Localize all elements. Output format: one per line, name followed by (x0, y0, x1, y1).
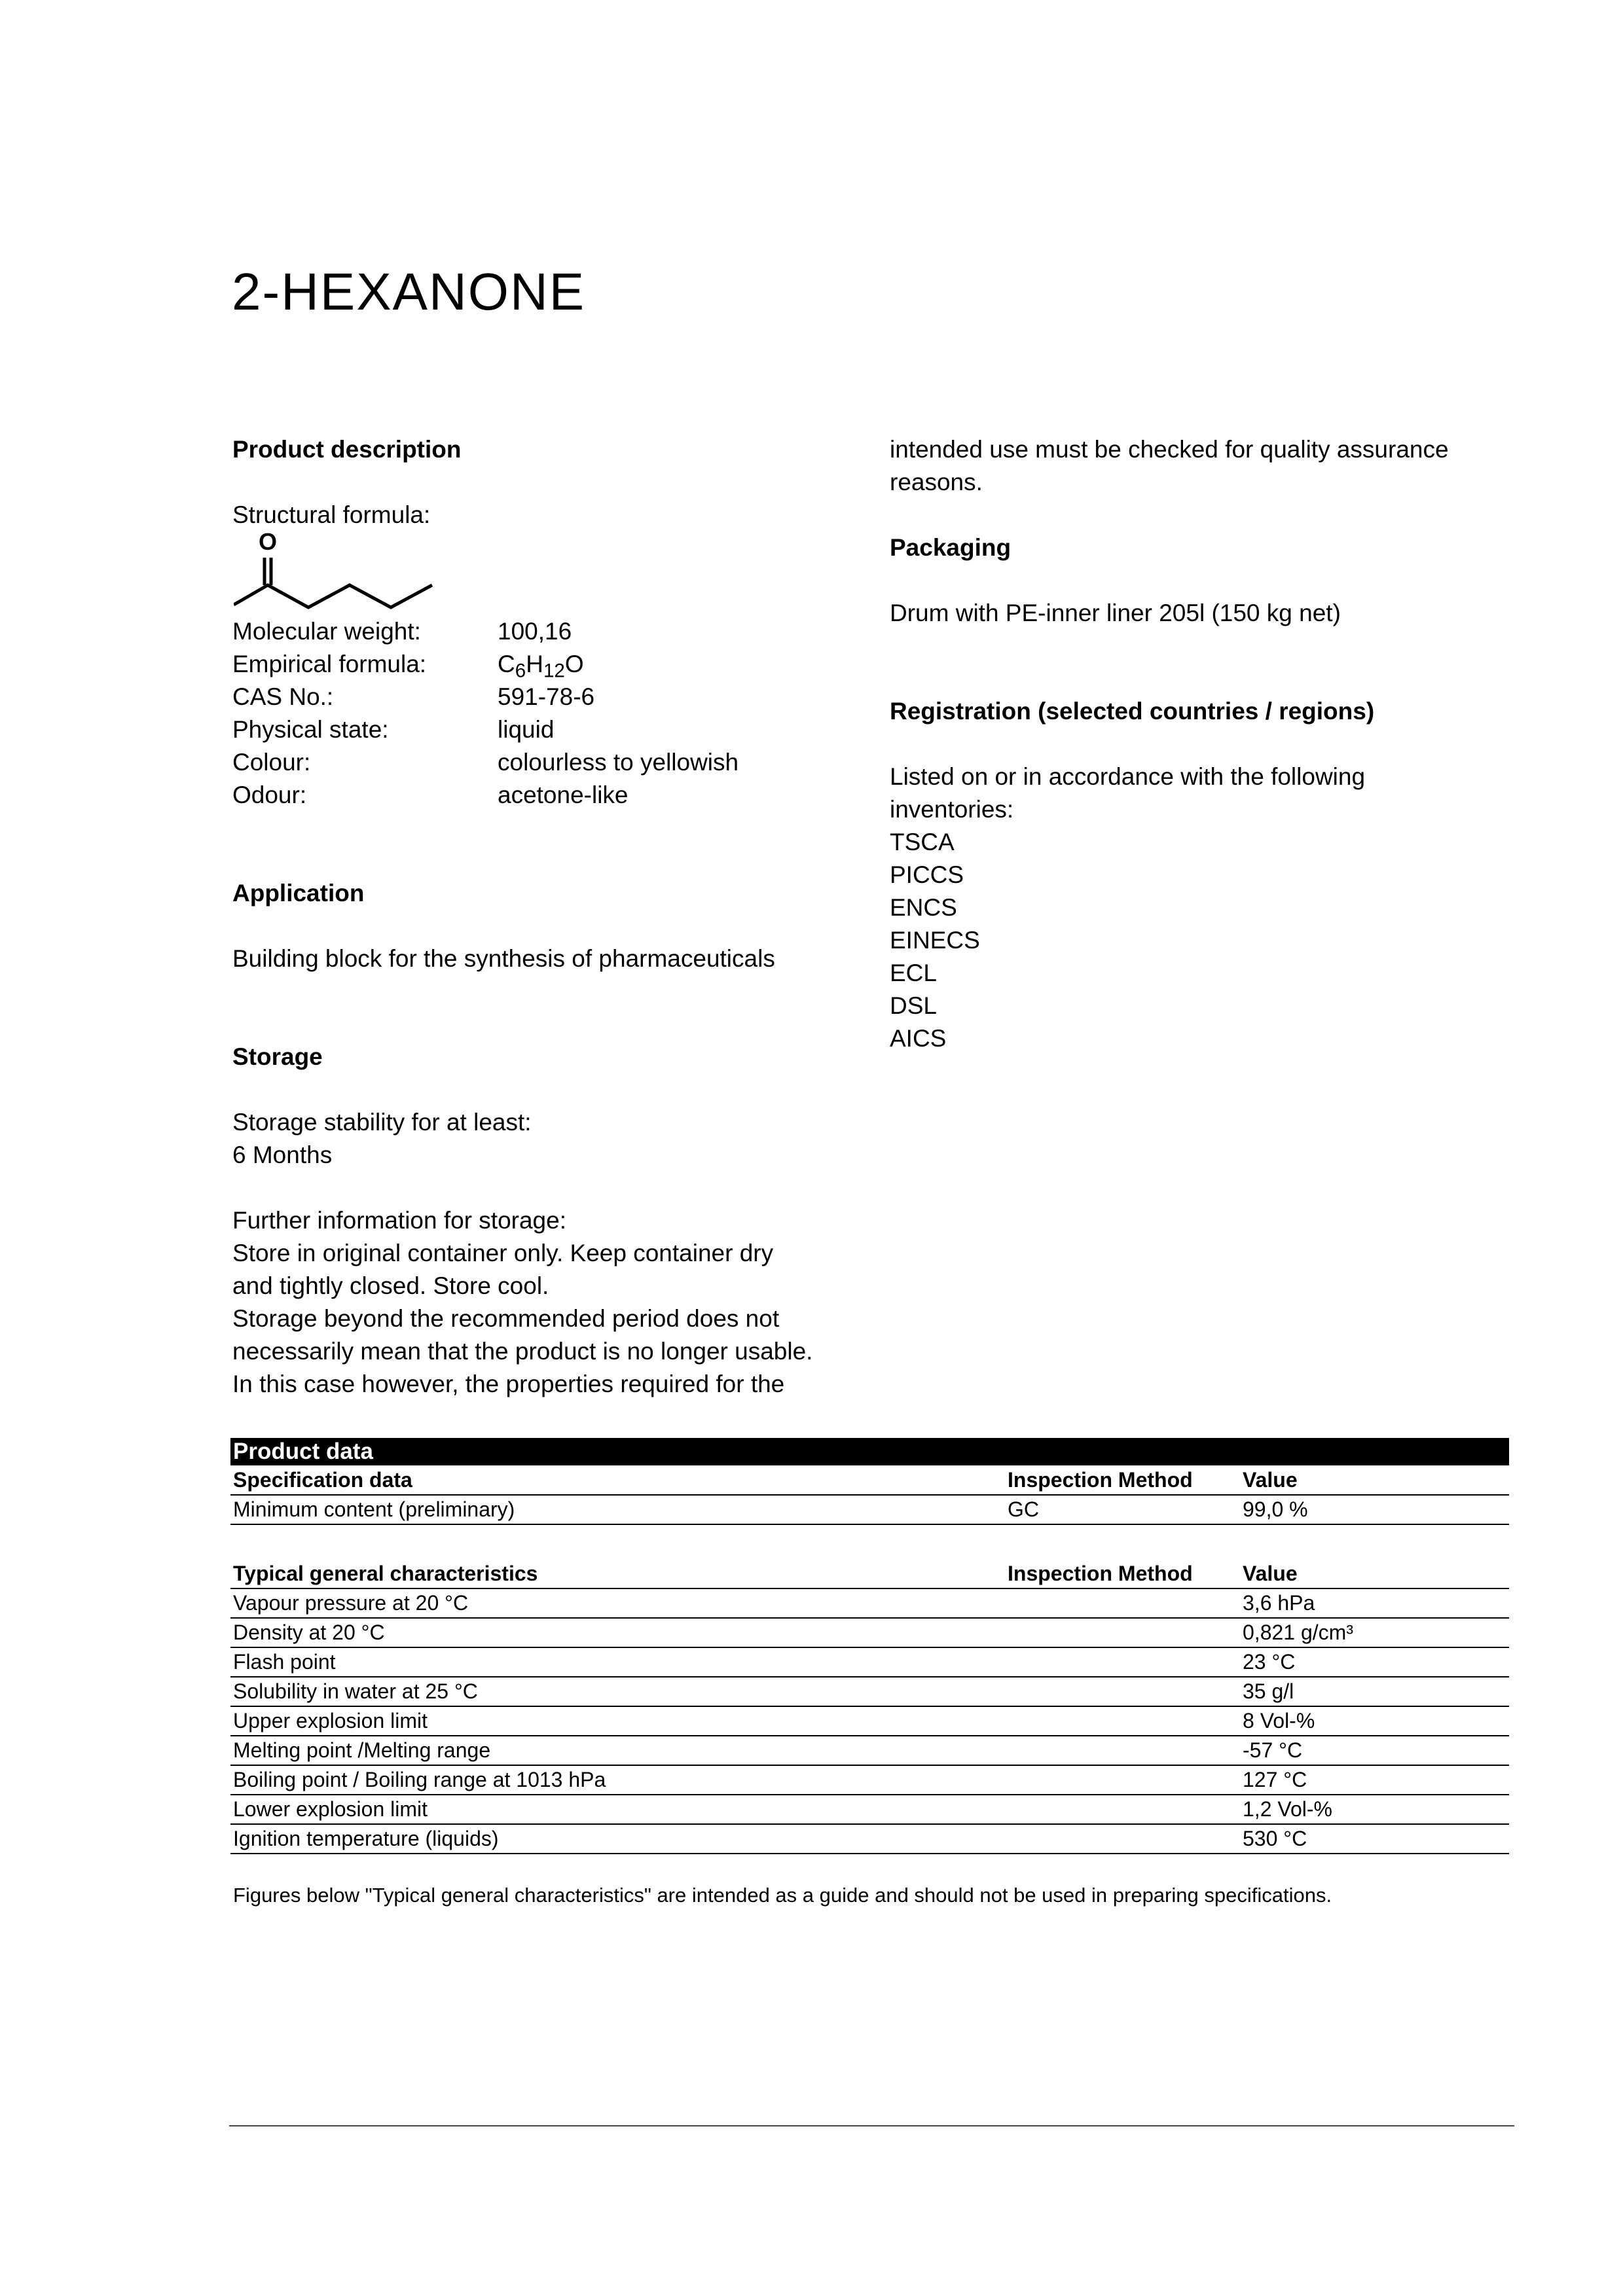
inventory-item: AICS (890, 1025, 947, 1052)
properties-list (232, 615, 874, 812)
product-description-heading: Product description (232, 436, 462, 463)
storage-line: Storage beyond the recommended period does not (232, 1305, 780, 1332)
storage-line: Further information for storage: (232, 1207, 566, 1234)
right-column (890, 433, 1518, 1055)
storage-line: In this case however, the properties required for the (232, 1371, 785, 1397)
application-text: Building block for the synthesis of pharmaceuticals (232, 945, 775, 972)
table-row: Vapour pressure at 20 °C 3,6 hPa (230, 1588, 1509, 1618)
table-header-row: Typical general characteristics Inspection Method Value (230, 1559, 1509, 1588)
structural-formula-label: Structural formula: (232, 501, 431, 528)
storage-line: Store in original container only. Keep container dry (232, 1240, 774, 1266)
inventory-item: TSCA (890, 829, 955, 855)
table-row: Boiling point / Boiling range at 1013 hPa 127 °C (230, 1765, 1509, 1795)
product-data-section (230, 1438, 1509, 1854)
prop-label: Empirical formula: (232, 651, 427, 677)
typical-characteristics-table (230, 1559, 1509, 1854)
table-header-row: Specification data Inspection Method Value (230, 1465, 1509, 1495)
table-row: Flash point 23 °C (230, 1647, 1509, 1677)
oxygen-atom-label: O (258, 531, 278, 555)
packaging-heading: Packaging (890, 534, 1012, 561)
table-row: Minimum content (preliminary) GC 99,0 % (230, 1495, 1509, 1524)
storage-line: Storage stability for at least: (232, 1109, 532, 1136)
table-row: Lower explosion limit 1,2 Vol-% (230, 1795, 1509, 1824)
table-row: Solubility in water at 25 °C 35 g/l (230, 1677, 1509, 1706)
application-heading: Application (232, 880, 365, 906)
inventory-item: EINECS (890, 927, 980, 954)
storage-line: and tightly closed. Store cool. (232, 1272, 549, 1299)
left-column (232, 433, 874, 1401)
specification-table (230, 1465, 1509, 1525)
table-row: Melting point /Melting range -57 °C (230, 1736, 1509, 1765)
storage-line: 6 Months (232, 1141, 333, 1168)
prop-label: Physical state: (232, 716, 389, 743)
inventory-item: PICCS (890, 861, 964, 888)
prop-label: CAS No.: (232, 683, 334, 710)
structural-formula-image (234, 531, 456, 615)
prop-label: Molecular weight: (232, 618, 421, 645)
prop-label: Colour: (232, 749, 311, 776)
registration-intro-line: inventories: (890, 796, 1014, 823)
prop-value: liquid (498, 716, 555, 743)
registration-intro-line: Listed on or in accordance with the following (890, 763, 1366, 790)
characteristics-note: Figures below "Typical general characteristics" are intended as a guide and should not be used in preparing specifications. (233, 1884, 1332, 1907)
storage-line: necessarily mean that the product is no longer usable. (232, 1338, 813, 1365)
inventory-item: DSL (890, 992, 937, 1019)
prop-value: 100,16 (498, 618, 572, 645)
prop-value: acetone-like (498, 781, 629, 808)
registration-heading: Registration (selected countries / regions) (890, 698, 1375, 725)
packaging-text: Drum with PE-inner liner 205l (150 kg net) (890, 600, 1341, 626)
table-row: Density at 20 °C 0,821 g/cm³ (230, 1618, 1509, 1647)
empirical-formula-value: $C_6H_{12}O$ (498, 651, 584, 682)
document-title: 2-HEXANONE (232, 262, 586, 321)
storage-continued-line: intended use must be checked for quality assurance (890, 436, 1449, 463)
inventory-item: ECL (890, 960, 937, 986)
table-row: Ignition temperature (liquids) 530 °C (230, 1824, 1509, 1854)
inventory-item: ENCS (890, 894, 957, 921)
storage-heading: Storage (232, 1043, 323, 1070)
prop-value: colourless to yellowish (498, 749, 739, 776)
storage-continued-line: reasons. (890, 469, 983, 495)
product-data-bar: Product data (230, 1438, 1509, 1465)
prop-label: Odour: (232, 781, 307, 808)
prop-value: 591-78-6 (498, 683, 595, 710)
footer-divider (229, 2125, 1514, 2126)
table-row: Upper explosion limit 8 Vol-% (230, 1706, 1509, 1736)
